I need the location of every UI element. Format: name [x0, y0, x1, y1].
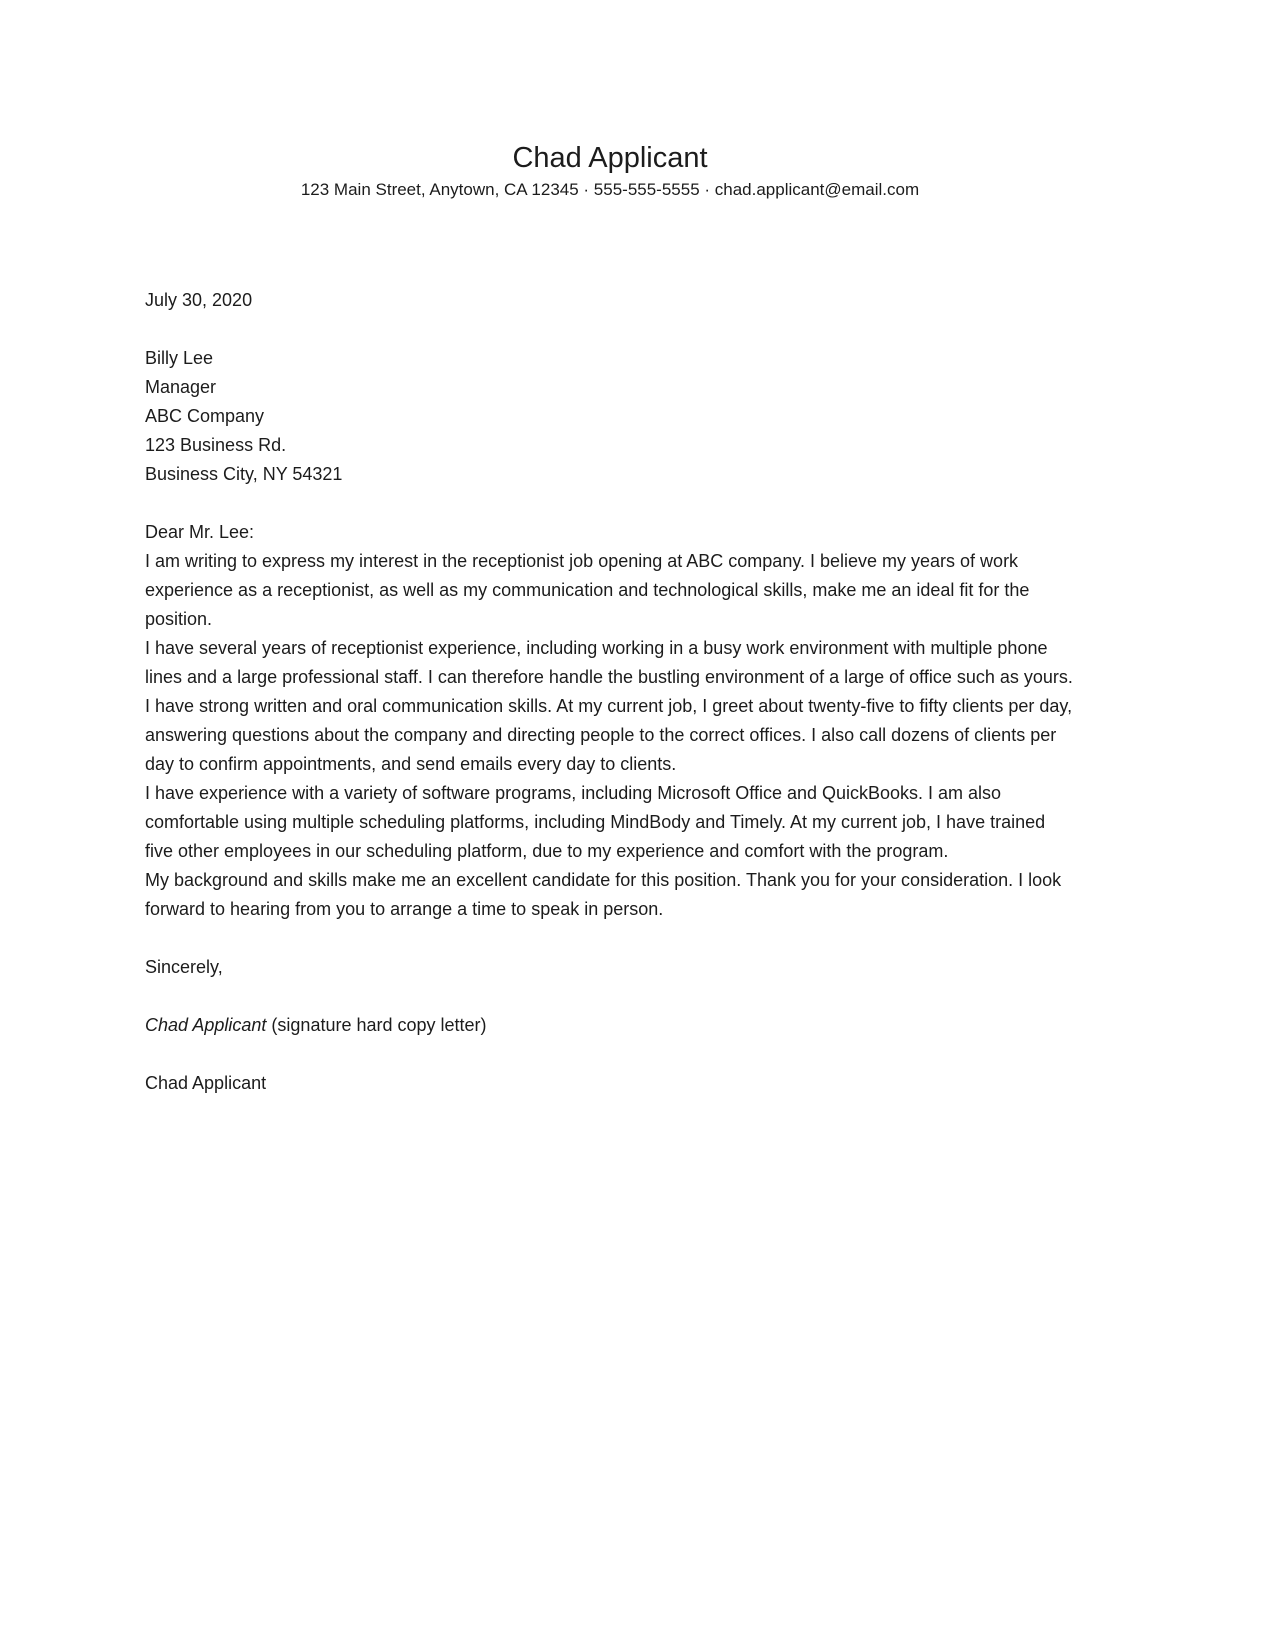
- applicant-name: Chad Applicant: [512, 142, 708, 174]
- typed-name: Chad Applicant: [145, 1073, 267, 1093]
- signature-line: [145, 1011, 1075, 1040]
- body-paragraph-intro: I am writing to express my interest in the receptionist job opening at ABC company. I believe my years of work experience as a receptionist, as well as my communication and technological skills, make me an ideal fit for the position.: [145, 551, 1030, 629]
- contact-line: 123 Main Street, Anytown, CA 12345 · 555-555-5555 · chad.applicant@email.com: [300, 180, 920, 199]
- salutation: Dear Mr. Lee:: [145, 522, 255, 542]
- letter-body: [145, 286, 1075, 1098]
- letter-date: July 30, 2020: [145, 290, 253, 310]
- address-line-city: Business City, NY 54321: [145, 464, 343, 484]
- body-paragraph-software: I have experience with a variety of software programs, including Microsoft Office and QuickBooks. I am also comfortable using multiple scheduling platforms, including MindBody and Timely. At my current job, I have trained five other employees in our scheduling platform, due to my experience and comfort with the program.: [145, 783, 1046, 861]
- body-paragraph-thanks: My background and skills make me an excellent candidate for this position. Thank you for your consideration. I look forward to hearing from you to arrange a time to speak in person.: [145, 870, 1062, 919]
- closing: Sincerely,: [145, 957, 223, 977]
- address-line-company: ABC Company: [145, 406, 265, 426]
- address-line-name: Billy Lee: [145, 348, 214, 368]
- recipient-address: [145, 344, 1075, 489]
- address-line-street: 123 Business Rd.: [145, 435, 287, 455]
- signature-note: (signature hard copy letter): [266, 1015, 487, 1035]
- body-paragraph-communication: I have strong written and oral communication skills. At my current job, I greet about twenty-five to fifty clients per day, answering questions about the company and directing people to the correct offices. I also call dozens of clients per day to confirm appointments, and send emails every day to clients.: [145, 696, 1073, 774]
- signature-name-italic: Chad Applicant: [145, 1015, 267, 1035]
- letter-header: [145, 141, 1075, 202]
- body-paragraph-experience: I have several years of receptionist experience, including working in a busy work environment with multiple phone lines and a large professional staff. I can therefore handle the bustling environment of a large of office such as yours.: [145, 638, 1073, 687]
- address-line-title: Manager: [145, 377, 217, 397]
